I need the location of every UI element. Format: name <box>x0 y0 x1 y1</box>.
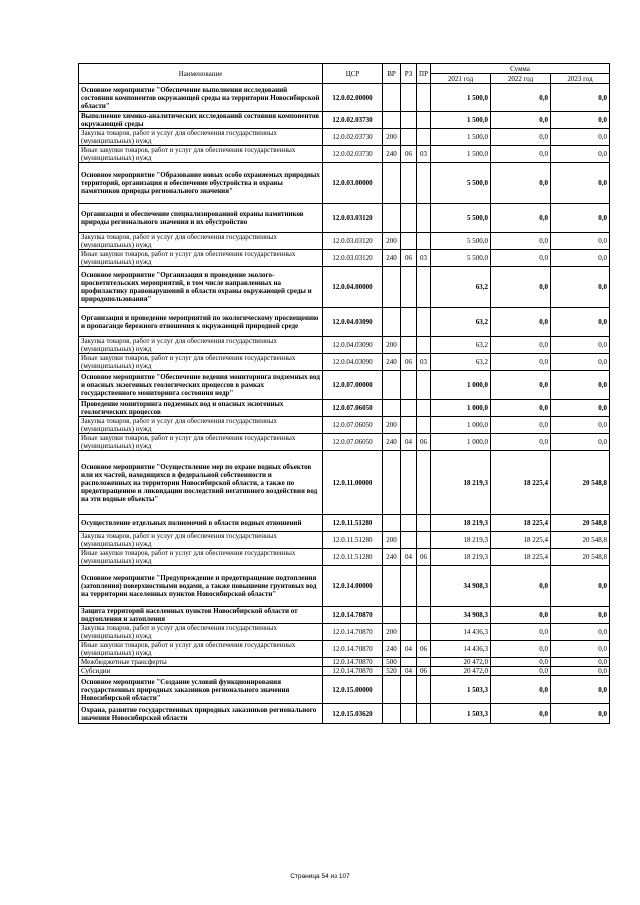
cell-pr: 03 <box>417 146 431 163</box>
cell-y2: 0,0 <box>491 267 551 308</box>
cell-vr <box>383 566 401 607</box>
cell-y1: 63,2 <box>431 354 491 371</box>
cell-csr: 12.0.02.00000 <box>323 84 383 112</box>
cell-csr: 12.0.14.70870 <box>323 624 383 641</box>
cell-vr: 240 <box>383 434 401 451</box>
cell-y2: 0,0 <box>491 233 551 250</box>
cell-name: Основное мероприятие "Предупреждение и предотвращение подтопления (затопления) поверхностными водами, а также повышение грунтовых вод на территории населенных пунктов Новосибирской области" <box>79 566 323 607</box>
cell-pr: 06 <box>417 667 431 676</box>
cell-vr <box>383 451 401 515</box>
table-row <box>79 532 610 549</box>
cell-name: Субсидии <box>79 667 323 676</box>
cell-y1: 63,2 <box>431 267 491 308</box>
cell-y2: 0,0 <box>491 658 551 667</box>
cell-y3: 0,0 <box>551 624 610 641</box>
cell-y1: 5 500,0 <box>431 163 491 204</box>
cell-vr: 200 <box>383 624 401 641</box>
cell-y2: 0,0 <box>491 566 551 607</box>
cell-name: Основное мероприятие "Обеспечение выполнения исследований состояния компонентов окружающей среды на территории Новосибирской области" <box>79 84 323 112</box>
cell-y3: 0,0 <box>551 704 610 724</box>
cell-pr: 03 <box>417 354 431 371</box>
table-row <box>79 400 610 417</box>
header-rz: РЗ <box>401 64 417 84</box>
cell-y2: 18 225,4 <box>491 515 551 532</box>
table-row <box>79 250 610 267</box>
cell-rz <box>401 84 417 112</box>
cell-csr: 12.0.07.06050 <box>323 417 383 434</box>
cell-rz: 06 <box>401 146 417 163</box>
cell-vr: 240 <box>383 250 401 267</box>
cell-csr: 12.0.14.70870 <box>323 667 383 676</box>
cell-y2: 0,0 <box>491 354 551 371</box>
header-2022: 2022 год <box>491 74 551 84</box>
cell-rz: 06 <box>401 250 417 267</box>
cell-y1: 5 500,0 <box>431 204 491 233</box>
cell-name: Закупка товаров, работ и услуг для обеспечения государственных (муниципальных) нужд <box>79 532 323 549</box>
header-name: Наименование <box>79 64 323 84</box>
cell-y3: 20 548,8 <box>551 532 610 549</box>
cell-rz <box>401 417 417 434</box>
cell-y3: 0,0 <box>551 233 610 250</box>
table-row <box>79 267 610 308</box>
cell-rz <box>401 371 417 400</box>
cell-rz: 04 <box>401 667 417 676</box>
cell-vr <box>383 515 401 532</box>
cell-pr <box>417 676 431 704</box>
cell-y3: 0,0 <box>551 434 610 451</box>
cell-csr: 12.0.07.06050 <box>323 434 383 451</box>
cell-y1: 63,2 <box>431 308 491 337</box>
cell-name: Иные закупки товаров, работ и услуг для обеспечения государственных (муниципальных) нужд <box>79 549 323 566</box>
cell-vr <box>383 204 401 233</box>
cell-pr <box>417 400 431 417</box>
cell-rz: 06 <box>401 354 417 371</box>
cell-pr <box>417 451 431 515</box>
cell-vr <box>383 267 401 308</box>
cell-y1: 34 908,3 <box>431 566 491 607</box>
cell-pr: 06 <box>417 549 431 566</box>
cell-pr <box>417 624 431 641</box>
cell-name: Основное мероприятие "Образование новых особо охраняемых природных территорий, организация и обеспечение обустройства и охраны памятников природы регионального значения" <box>79 163 323 204</box>
cell-pr <box>417 163 431 204</box>
cell-y2: 18 225,4 <box>491 451 551 515</box>
cell-pr <box>417 607 431 624</box>
cell-vr: 200 <box>383 337 401 354</box>
table-row <box>79 451 610 515</box>
cell-rz <box>401 267 417 308</box>
cell-name: Охрана, развитие государственных природных заказников регионального значения Новосибирской области <box>79 704 323 724</box>
cell-y1: 5 500,0 <box>431 250 491 267</box>
cell-name: Закупка товаров, работ и услуг для обеспечения государственных (муниципальных) нужд <box>79 337 323 354</box>
cell-vr <box>383 607 401 624</box>
cell-vr <box>383 400 401 417</box>
cell-y1: 1 500,0 <box>431 129 491 146</box>
cell-y3: 0,0 <box>551 337 610 354</box>
cell-rz <box>401 658 417 667</box>
cell-vr: 500 <box>383 658 401 667</box>
cell-y1: 1 000,0 <box>431 417 491 434</box>
cell-vr: 240 <box>383 354 401 371</box>
cell-y2: 18 225,4 <box>491 549 551 566</box>
cell-name: Основное мероприятие "Обеспечение ведения мониторинга подземных вод и опасных экзогенных геологических процессов в рамках государственного мониторинга состояния недр" <box>79 371 323 400</box>
header-2021: 2021 год <box>431 74 491 84</box>
cell-y2: 0,0 <box>491 417 551 434</box>
cell-pr: 03 <box>417 250 431 267</box>
cell-y2: 18 225,4 <box>491 532 551 549</box>
cell-pr <box>417 515 431 532</box>
cell-y3: 0,0 <box>551 566 610 607</box>
cell-pr <box>417 129 431 146</box>
cell-rz <box>401 163 417 204</box>
table-row <box>79 607 610 624</box>
cell-name: Иные закупки товаров, работ и услуг для обеспечения государственных (муниципальных) нужд <box>79 146 323 163</box>
cell-y2: 0,0 <box>491 371 551 400</box>
cell-y3: 0,0 <box>551 84 610 112</box>
table-row <box>79 354 610 371</box>
table-row <box>79 658 610 667</box>
cell-pr <box>417 337 431 354</box>
cell-name: Организация и обеспечение специализированной охраны памятников природы регионального значения и их обустройство <box>79 204 323 233</box>
cell-y1: 1 000,0 <box>431 400 491 417</box>
cell-y1: 18 219,3 <box>431 532 491 549</box>
cell-pr <box>417 658 431 667</box>
cell-csr: 12.0.14.00000 <box>323 566 383 607</box>
cell-csr: 12.0.03.00000 <box>323 163 383 204</box>
cell-y2: 0,0 <box>491 641 551 658</box>
cell-pr <box>417 308 431 337</box>
cell-y2: 0,0 <box>491 84 551 112</box>
cell-name: Основное мероприятие "Организация и проведение эколого-просветительских мероприятий, в том числе направленных на профилактику правонарушений в области охраны окружающей среды и природопользования" <box>79 267 323 308</box>
cell-rz <box>401 532 417 549</box>
cell-y3: 0,0 <box>551 676 610 704</box>
cell-vr: 240 <box>383 549 401 566</box>
cell-rz <box>401 515 417 532</box>
cell-rz <box>401 624 417 641</box>
table-row <box>79 667 610 676</box>
table-row <box>79 204 610 233</box>
cell-y2: 0,0 <box>491 400 551 417</box>
cell-y1: 18 219,3 <box>431 515 491 532</box>
cell-y3: 0,0 <box>551 146 610 163</box>
cell-vr <box>383 308 401 337</box>
cell-y1: 1 000,0 <box>431 371 491 400</box>
header-2023: 2023 год <box>551 74 610 84</box>
cell-rz <box>401 400 417 417</box>
cell-rz <box>401 451 417 515</box>
cell-pr <box>417 233 431 250</box>
table-row <box>79 129 610 146</box>
cell-pr <box>417 371 431 400</box>
cell-y3: 0,0 <box>551 417 610 434</box>
cell-name: Выполнение химико-аналитических исследований состояния компонентов окружающей среды <box>79 112 323 129</box>
cell-csr: 12.0.11.51280 <box>323 515 383 532</box>
cell-y1: 1 503,3 <box>431 704 491 724</box>
cell-y1: 14 436,3 <box>431 624 491 641</box>
cell-csr: 12.0.04.00000 <box>323 267 383 308</box>
cell-y2: 0,0 <box>491 308 551 337</box>
cell-csr: 12.0.02.03730 <box>323 146 383 163</box>
cell-y2: 0,0 <box>491 607 551 624</box>
page-footer: Страница 54 из 107 <box>290 873 350 880</box>
cell-name: Иные закупки товаров, работ и услуг для обеспечения государственных (муниципальных) нужд <box>79 641 323 658</box>
cell-y2: 0,0 <box>491 146 551 163</box>
cell-y2: 0,0 <box>491 204 551 233</box>
cell-csr: 12.0.14.70870 <box>323 641 383 658</box>
cell-csr: 12.0.14.70870 <box>323 658 383 667</box>
cell-vr: 520 <box>383 667 401 676</box>
cell-csr: 12.0.04.03090 <box>323 337 383 354</box>
cell-vr: 200 <box>383 233 401 250</box>
cell-csr: 12.0.11.51280 <box>323 549 383 566</box>
cell-y2: 0,0 <box>491 337 551 354</box>
cell-y1: 1 500,0 <box>431 84 491 112</box>
cell-y3: 20 548,8 <box>551 515 610 532</box>
cell-name: Проведение мониторинга подземных вод и опасных экзогенных геологических процессов <box>79 400 323 417</box>
cell-vr <box>383 163 401 204</box>
cell-name: Организация и проведение мероприятий по экологическому просвещению и пропаганде бережного отношения к окружающей природной среде <box>79 308 323 337</box>
header-pr: ПР <box>417 64 431 84</box>
cell-pr <box>417 566 431 607</box>
cell-y2: 0,0 <box>491 624 551 641</box>
cell-y3: 0,0 <box>551 400 610 417</box>
cell-y1: 18 219,3 <box>431 549 491 566</box>
cell-y1: 34 908,3 <box>431 607 491 624</box>
cell-csr: 12.0.11.00000 <box>323 451 383 515</box>
cell-vr: 240 <box>383 641 401 658</box>
cell-y3: 0,0 <box>551 667 610 676</box>
cell-name: Защита территорий населенных пунктов Новосибирской области от подтопления и затопления <box>79 607 323 624</box>
table-row <box>79 371 610 400</box>
table-row <box>79 566 610 607</box>
cell-vr <box>383 112 401 129</box>
cell-pr <box>417 417 431 434</box>
cell-y3: 0,0 <box>551 607 610 624</box>
cell-csr: 12.0.07.06050 <box>323 400 383 417</box>
cell-rz <box>401 676 417 704</box>
cell-y2: 0,0 <box>491 129 551 146</box>
cell-csr: 12.0.14.70870 <box>323 607 383 624</box>
cell-y3: 0,0 <box>551 658 610 667</box>
cell-y1: 1 500,0 <box>431 112 491 129</box>
cell-y2: 0,0 <box>491 434 551 451</box>
cell-name: Основное мероприятие "Осуществление мер по охране водных объектов или их частей, находящихся в федеральной собственности и расположенных на территории Новосибирской области, а также по предотвращению и ликвидации последствий негативного воздействия вод на эти водные объекты" <box>79 451 323 515</box>
table-row <box>79 337 610 354</box>
cell-rz: 04 <box>401 434 417 451</box>
table-body <box>79 84 610 724</box>
cell-csr: 12.0.15.03620 <box>323 704 383 724</box>
cell-csr: 12.0.02.03730 <box>323 112 383 129</box>
cell-rz <box>401 308 417 337</box>
cell-pr <box>417 267 431 308</box>
cell-y1: 63,2 <box>431 337 491 354</box>
cell-y1: 20 472,0 <box>431 667 491 676</box>
cell-y1: 1 500,0 <box>431 146 491 163</box>
cell-pr <box>417 204 431 233</box>
cell-y2: 0,0 <box>491 163 551 204</box>
table-row <box>79 163 610 204</box>
cell-y1: 5 500,0 <box>431 233 491 250</box>
cell-vr: 200 <box>383 532 401 549</box>
cell-csr: 12.0.02.03730 <box>323 129 383 146</box>
cell-y1: 1 000,0 <box>431 434 491 451</box>
cell-y2: 0,0 <box>491 112 551 129</box>
cell-csr: 12.0.07.00000 <box>323 371 383 400</box>
table-row <box>79 676 610 704</box>
cell-rz: 04 <box>401 641 417 658</box>
cell-name: Закупка товаров, работ и услуг для обеспечения государственных (муниципальных) нужд <box>79 624 323 641</box>
cell-name: Иные закупки товаров, работ и услуг для обеспечения государственных (муниципальных) нужд <box>79 434 323 451</box>
cell-rz <box>401 204 417 233</box>
cell-y3: 0,0 <box>551 163 610 204</box>
cell-rz <box>401 607 417 624</box>
table-row <box>79 515 610 532</box>
cell-pr <box>417 84 431 112</box>
cell-pr <box>417 532 431 549</box>
cell-csr: 12.0.03.03120 <box>323 233 383 250</box>
cell-y1: 14 436,3 <box>431 641 491 658</box>
cell-y3: 20 548,8 <box>551 451 610 515</box>
cell-pr: 06 <box>417 434 431 451</box>
header-csr: ЦСР <box>323 64 383 84</box>
cell-pr <box>417 704 431 724</box>
table-row <box>79 233 610 250</box>
cell-rz: 04 <box>401 549 417 566</box>
table-row <box>79 704 610 724</box>
cell-name: Закупка товаров, работ и услуг для обеспечения государственных (муниципальных) нужд <box>79 129 323 146</box>
cell-y3: 0,0 <box>551 354 610 371</box>
cell-y3: 0,0 <box>551 641 610 658</box>
cell-name: Иные закупки товаров, работ и услуг для обеспечения государственных (муниципальных) нужд <box>79 250 323 267</box>
cell-rz <box>401 704 417 724</box>
cell-name: Межбюджетные трансферты <box>79 658 323 667</box>
table-row <box>79 434 610 451</box>
cell-y3: 0,0 <box>551 129 610 146</box>
cell-vr <box>383 371 401 400</box>
cell-y1: 18 219,3 <box>431 451 491 515</box>
header-vr: ВР <box>383 64 401 84</box>
cell-rz <box>401 112 417 129</box>
cell-rz <box>401 233 417 250</box>
table-row <box>79 146 610 163</box>
cell-csr: 12.0.04.03090 <box>323 354 383 371</box>
cell-vr <box>383 704 401 724</box>
cell-name: Закупка товаров, работ и услуг для обеспечения государственных (муниципальных) нужд <box>79 233 323 250</box>
cell-csr: 12.0.04.03090 <box>323 308 383 337</box>
cell-name: Закупка товаров, работ и услуг для обеспечения государственных (муниципальных) нужд <box>79 417 323 434</box>
cell-csr: 12.0.11.51280 <box>323 532 383 549</box>
cell-name: Основное мероприятие "Создание условий функционирования государственных природных заказников регионального значения Новосибирской области" <box>79 676 323 704</box>
cell-rz <box>401 129 417 146</box>
budget-table <box>78 63 610 724</box>
cell-vr: 240 <box>383 146 401 163</box>
cell-vr: 200 <box>383 129 401 146</box>
cell-csr: 12.0.03.03120 <box>323 204 383 233</box>
header-sum: Сумма <box>431 64 610 74</box>
cell-y3: 0,0 <box>551 250 610 267</box>
cell-y1: 20 472,0 <box>431 658 491 667</box>
cell-y3: 0,0 <box>551 112 610 129</box>
cell-y3: 0,0 <box>551 308 610 337</box>
table-row <box>79 624 610 641</box>
cell-y2: 0,0 <box>491 250 551 267</box>
cell-csr: 12.0.15.00000 <box>323 676 383 704</box>
cell-pr <box>417 112 431 129</box>
table-row <box>79 308 610 337</box>
table-row <box>79 549 610 566</box>
cell-rz <box>401 337 417 354</box>
cell-name: Иные закупки товаров, работ и услуг для обеспечения государственных (муниципальных) нужд <box>79 354 323 371</box>
table-row <box>79 112 610 129</box>
cell-pr: 06 <box>417 641 431 658</box>
cell-y3: 0,0 <box>551 267 610 308</box>
cell-y3: 0,0 <box>551 371 610 400</box>
cell-y2: 0,0 <box>491 676 551 704</box>
cell-y1: 1 503,3 <box>431 676 491 704</box>
table-row <box>79 641 610 658</box>
cell-y3: 20 548,8 <box>551 549 610 566</box>
cell-y3: 0,0 <box>551 204 610 233</box>
cell-y2: 0,0 <box>491 704 551 724</box>
cell-vr <box>383 84 401 112</box>
table-row <box>79 84 610 112</box>
cell-name: Осуществление отдельных полномочий в области водных отношений <box>79 515 323 532</box>
cell-y2: 0,0 <box>491 667 551 676</box>
cell-vr: 200 <box>383 417 401 434</box>
cell-csr: 12.0.03.03120 <box>323 250 383 267</box>
table-row <box>79 417 610 434</box>
cell-rz <box>401 566 417 607</box>
cell-vr <box>383 676 401 704</box>
